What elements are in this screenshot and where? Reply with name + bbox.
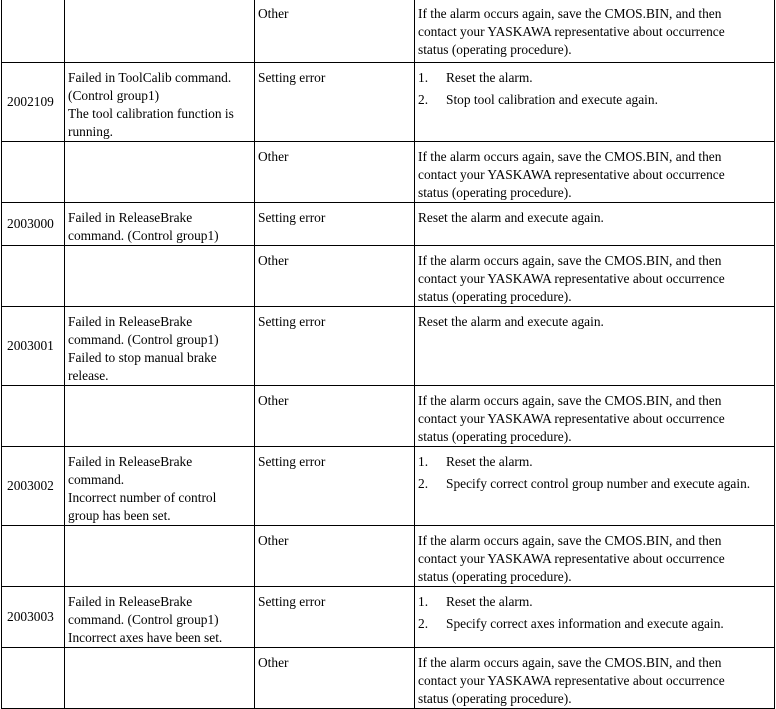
remedy-step (418, 69, 771, 87)
remedy-line: contact your YASKAWA representative about occurrence (418, 24, 725, 39)
remedy-cell (415, 587, 775, 648)
table-row (2, 63, 775, 142)
table-row (2, 246, 775, 307)
description-line: (Control group1) (68, 88, 160, 103)
remedy-cell (415, 307, 775, 386)
alarm-description-cell (65, 526, 255, 587)
remedy-line: status (operating procedure). (418, 42, 572, 57)
description-line: command. (Control group1) (68, 612, 219, 627)
remedy-step (418, 91, 771, 109)
remedy-line: contact your YASKAWA representative about occurrence (418, 411, 725, 426)
remedy-cell (415, 246, 775, 307)
description-line: group has been set. (68, 508, 171, 523)
alarm-description-cell (65, 203, 255, 246)
step-text: Specify correct control group number and execute again. (446, 476, 751, 491)
alarm-code: 2003002 (7, 478, 54, 493)
alarm-code-cell (2, 246, 65, 307)
description-line: Failed to stop manual brake (68, 350, 217, 365)
alarm-description-cell (65, 142, 255, 203)
description-line: release. (68, 368, 109, 383)
alarm-code-cell (2, 587, 65, 648)
cause-type: Setting error (258, 454, 326, 469)
remedy-line: contact your YASKAWA representative about occurrence (418, 551, 725, 566)
remedy-cell (415, 63, 775, 142)
remedy-step (418, 615, 771, 633)
description-line: Failed in ReleaseBrake (68, 314, 193, 329)
cause-type-cell (255, 142, 415, 203)
alarm-code-cell (2, 203, 65, 246)
alarm-code-cell (2, 142, 65, 203)
remedy-line: contact your YASKAWA representative about occurrence (418, 673, 725, 688)
step-text: Specify correct axes information and execute again. (446, 616, 724, 631)
alarm-description-cell (65, 0, 255, 63)
remedy-step (418, 593, 771, 611)
remedy-line: If the alarm occurs again, save the CMOS.BIN, and then (418, 655, 722, 670)
description-line: Incorrect axes have been set. (68, 630, 223, 645)
remedy-cell (415, 142, 775, 203)
cause-type: Other (258, 533, 289, 548)
table-row (2, 203, 775, 246)
cause-type-cell (255, 307, 415, 386)
step-number: 1. (418, 454, 429, 469)
description-line: running. (68, 124, 114, 139)
alarm-description-cell (65, 307, 255, 386)
alarm-code-cell (2, 386, 65, 447)
description-line: command. (68, 472, 125, 487)
cause-type-cell (255, 447, 415, 526)
step-number: 1. (418, 70, 429, 85)
table-row (2, 307, 775, 386)
cause-type: Setting error (258, 594, 326, 609)
description-line: Failed in ReleaseBrake (68, 210, 193, 225)
table-row (2, 386, 775, 447)
step-number: 1. (418, 594, 429, 609)
cause-type: Other (258, 6, 289, 21)
alarm-code: 2003001 (7, 338, 54, 353)
remedy-cell (415, 0, 775, 63)
cause-type: Setting error (258, 210, 326, 225)
step-text: Reset the alarm. (446, 594, 533, 609)
description-line: Failed in ReleaseBrake (68, 594, 193, 609)
alarm-description-cell (65, 447, 255, 526)
table-row (2, 0, 775, 63)
remedy-cell (415, 203, 775, 246)
alarm-table (1, 0, 775, 709)
cause-type-cell (255, 246, 415, 307)
cause-type-cell (255, 0, 415, 63)
alarm-code: 2002109 (7, 94, 54, 109)
alarm-description-cell (65, 63, 255, 142)
cause-type: Other (258, 149, 289, 164)
remedy-line: Reset the alarm and execute again. (418, 210, 604, 225)
table-row (2, 447, 775, 526)
alarm-code: 2003003 (7, 609, 54, 624)
cause-type: Setting error (258, 314, 326, 329)
cause-type: Other (258, 393, 289, 408)
table-row (2, 526, 775, 587)
remedy-cell (415, 526, 775, 587)
remedy-line: status (operating procedure). (418, 185, 572, 200)
description-line: Failed in ReleaseBrake (68, 454, 193, 469)
remedy-line: status (operating procedure). (418, 289, 572, 304)
remedy-cell (415, 648, 775, 709)
table-row (2, 142, 775, 203)
remedy-cell (415, 447, 775, 526)
table-row (2, 587, 775, 648)
description-line: command. (Control group1) (68, 332, 219, 347)
alarm-code-cell (2, 447, 65, 526)
remedy-line: contact your YASKAWA representative about occurrence (418, 271, 725, 286)
step-text: Stop tool calibration and execute again. (446, 92, 658, 107)
remedy-line: status (operating procedure). (418, 691, 572, 706)
alarm-description-cell (65, 587, 255, 648)
cause-type: Other (258, 253, 289, 268)
cause-type-cell (255, 587, 415, 648)
remedy-line: If the alarm occurs again, save the CMOS.BIN, and then (418, 253, 722, 268)
cause-type-cell (255, 63, 415, 142)
step-text: Reset the alarm. (446, 454, 533, 469)
alarm-code-cell (2, 0, 65, 63)
remedy-line: status (operating procedure). (418, 569, 572, 584)
alarm-code-cell (2, 526, 65, 587)
cause-type-cell (255, 648, 415, 709)
remedy-line: If the alarm occurs again, save the CMOS.BIN, and then (418, 6, 722, 21)
description-line: Incorrect number of control (68, 490, 217, 505)
step-number: 2. (418, 616, 429, 631)
cause-type-cell (255, 386, 415, 447)
alarm-description-cell (65, 246, 255, 307)
cause-type: Other (258, 655, 289, 670)
alarm-code-cell (2, 307, 65, 386)
alarm-description-cell (65, 386, 255, 447)
alarm-code-cell (2, 63, 65, 142)
step-number: 2. (418, 92, 429, 107)
description-line: Failed in ToolCalib command. (68, 70, 232, 85)
description-line: command. (Control group1) (68, 228, 219, 243)
remedy-step (418, 453, 771, 471)
remedy-line: status (operating procedure). (418, 429, 572, 444)
remedy-line: contact your YASKAWA representative about occurrence (418, 167, 725, 182)
table-row (2, 648, 775, 709)
step-number: 2. (418, 476, 429, 491)
cause-type: Setting error (258, 70, 326, 85)
remedy-line: If the alarm occurs again, save the CMOS.BIN, and then (418, 533, 722, 548)
cause-type-cell (255, 203, 415, 246)
remedy-step (418, 475, 771, 493)
remedy-line: If the alarm occurs again, save the CMOS.BIN, and then (418, 149, 722, 164)
cause-type-cell (255, 526, 415, 587)
alarm-code-cell (2, 648, 65, 709)
alarm-description-cell (65, 648, 255, 709)
remedy-line: If the alarm occurs again, save the CMOS.BIN, and then (418, 393, 722, 408)
alarm-code: 2003000 (7, 216, 54, 231)
remedy-cell (415, 386, 775, 447)
description-line: The tool calibration function is (68, 106, 234, 121)
alarm-table-body (2, 0, 775, 709)
remedy-line: Reset the alarm and execute again. (418, 314, 604, 329)
step-text: Reset the alarm. (446, 70, 533, 85)
